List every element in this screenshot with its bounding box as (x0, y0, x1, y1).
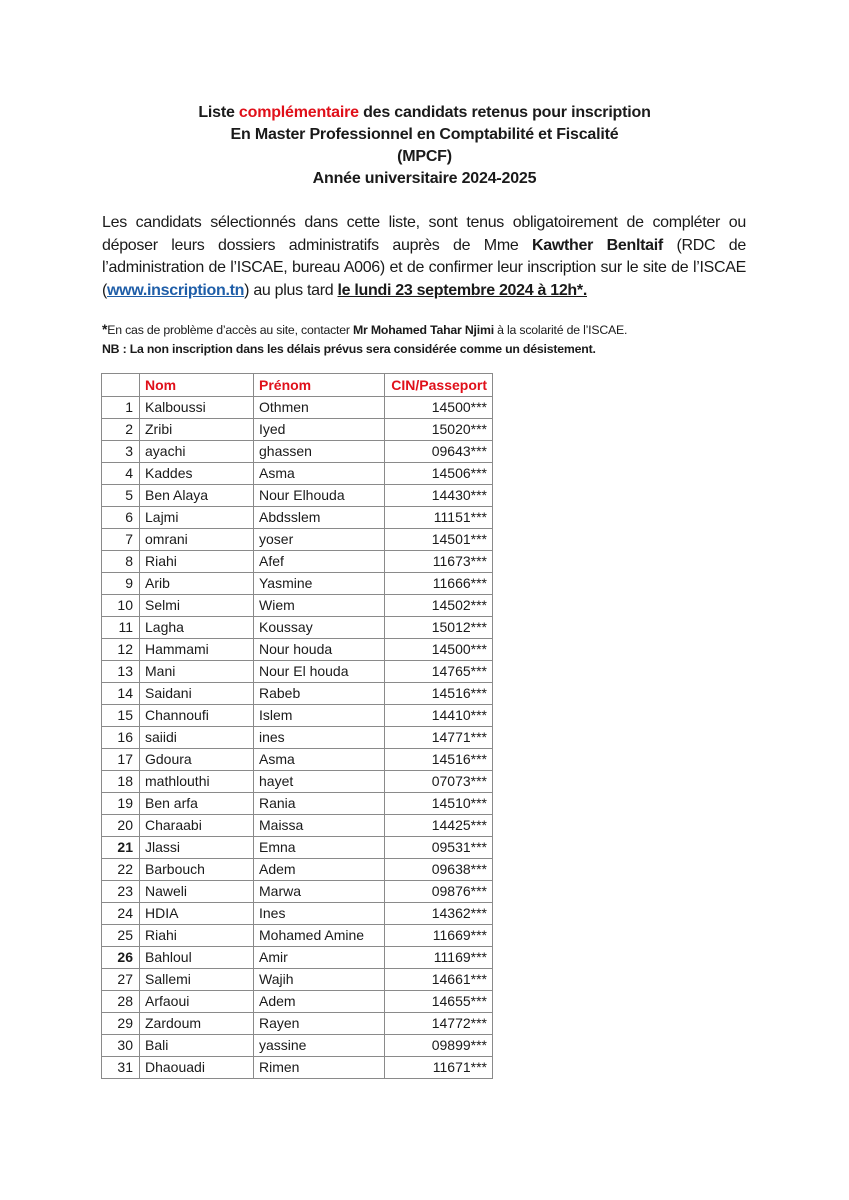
row-number: 29 (102, 1013, 140, 1035)
row-prenom: Rabeb (254, 683, 385, 705)
row-prenom: Iyed (254, 419, 385, 441)
row-number: 31 (102, 1057, 140, 1079)
row-nom: Mani (140, 661, 254, 683)
table-row (102, 419, 493, 441)
row-nom: Dhaouadi (140, 1057, 254, 1079)
row-cin: 14501*** (385, 529, 493, 551)
row-number: 28 (102, 991, 140, 1013)
row-number: 2 (102, 419, 140, 441)
row-cin: 14655*** (385, 991, 493, 1013)
row-nom: saiidi (140, 727, 254, 749)
row-prenom: Rayen (254, 1013, 385, 1035)
row-nom: Kalboussi (140, 397, 254, 419)
row-number: 27 (102, 969, 140, 991)
table-row (102, 859, 493, 881)
row-number: 24 (102, 903, 140, 925)
row-prenom: ines (254, 727, 385, 749)
row-prenom: Nour El houda (254, 661, 385, 683)
row-cin: 14765*** (385, 661, 493, 683)
intro-paragraph (102, 212, 746, 302)
row-nom: Zardoum (140, 1013, 254, 1035)
row-nom: Lagha (140, 617, 254, 639)
table-row (102, 551, 493, 573)
title-line-3: (MPCF) (397, 148, 452, 165)
title-text: Liste (198, 104, 239, 121)
row-cin: 09643*** (385, 441, 493, 463)
table-row (102, 947, 493, 969)
row-prenom: Nour Elhouda (254, 485, 385, 507)
row-number: 14 (102, 683, 140, 705)
row-number: 11 (102, 617, 140, 639)
row-nom: Arib (140, 573, 254, 595)
header-num (102, 374, 140, 397)
table-row (102, 793, 493, 815)
row-nom: Ben Alaya (140, 485, 254, 507)
row-cin: 14430*** (385, 485, 493, 507)
row-cin: 14500*** (385, 639, 493, 661)
row-prenom: Rimen (254, 1057, 385, 1079)
row-cin: 09876*** (385, 881, 493, 903)
row-cin: 14771*** (385, 727, 493, 749)
note-contact (102, 320, 627, 340)
row-prenom: Emna (254, 837, 385, 859)
row-number: 16 (102, 727, 140, 749)
nb-warning (102, 340, 627, 359)
row-prenom: Islem (254, 705, 385, 727)
table-row (102, 771, 493, 793)
row-prenom: Afef (254, 551, 385, 573)
table-row (102, 815, 493, 837)
row-cin: 11169*** (385, 947, 493, 969)
row-cin: 14425*** (385, 815, 493, 837)
row-number: 23 (102, 881, 140, 903)
row-nom: Channoufi (140, 705, 254, 727)
row-number: 12 (102, 639, 140, 661)
row-prenom: Asma (254, 749, 385, 771)
row-nom: HDIA (140, 903, 254, 925)
row-cin: 14502*** (385, 595, 493, 617)
row-number: 5 (102, 485, 140, 507)
inscription-link[interactable]: www.inscription.tn (107, 281, 245, 299)
table-row (102, 881, 493, 903)
table-row (102, 925, 493, 947)
header-prenom: Prénom (254, 374, 385, 397)
row-nom: Riahi (140, 925, 254, 947)
table-row (102, 903, 493, 925)
row-cin: 14510*** (385, 793, 493, 815)
row-prenom: Adem (254, 859, 385, 881)
row-cin: 14506*** (385, 463, 493, 485)
row-nom: Saidani (140, 683, 254, 705)
table-row (102, 837, 493, 859)
row-cin: 14516*** (385, 749, 493, 771)
row-nom: Zribi (140, 419, 254, 441)
row-nom: Ben arfa (140, 793, 254, 815)
row-prenom: Othmen (254, 397, 385, 419)
row-number: 8 (102, 551, 140, 573)
intro-text: (RDC de l’administration de l’ISCAE, bureau A006) et de confirmer leur inscription sur le site de l’ISCAE ( (102, 236, 746, 299)
table-row (102, 485, 493, 507)
asterisk: * (102, 321, 108, 337)
row-prenom: yoser (254, 529, 385, 551)
row-number: 25 (102, 925, 140, 947)
row-prenom: ghassen (254, 441, 385, 463)
row-cin: 11666*** (385, 573, 493, 595)
row-cin: 07073*** (385, 771, 493, 793)
row-number: 18 (102, 771, 140, 793)
row-prenom: Yasmine (254, 573, 385, 595)
title-line-1 (0, 102, 849, 124)
row-prenom: Ines (254, 903, 385, 925)
title-line-4: Année universitaire 2024-2025 (312, 170, 537, 187)
row-cin: 14516*** (385, 683, 493, 705)
row-number: 20 (102, 815, 140, 837)
row-nom: Riahi (140, 551, 254, 573)
row-cin: 11673*** (385, 551, 493, 573)
row-prenom: Asma (254, 463, 385, 485)
table-row (102, 617, 493, 639)
note-text: En cas de problème d’accès au site, contacter (107, 323, 354, 337)
row-number: 10 (102, 595, 140, 617)
row-nom: Lajmi (140, 507, 254, 529)
row-nom: Selmi (140, 595, 254, 617)
document-title (0, 102, 849, 190)
row-prenom: Nour houda (254, 639, 385, 661)
row-number: 1 (102, 397, 140, 419)
table-row (102, 441, 493, 463)
row-number: 17 (102, 749, 140, 771)
table-row (102, 683, 493, 705)
row-number: 4 (102, 463, 140, 485)
row-number: 13 (102, 661, 140, 683)
row-nom: Charaabi (140, 815, 254, 837)
table-row (102, 573, 493, 595)
note-contact-name: Mr Mohamed Tahar Njimi (353, 323, 494, 337)
table-row (102, 1035, 493, 1057)
row-cin: 09899*** (385, 1035, 493, 1057)
row-cin: 11151*** (385, 507, 493, 529)
table-body (102, 397, 493, 1079)
row-nom: Kaddes (140, 463, 254, 485)
row-nom: Barbouch (140, 859, 254, 881)
candidates-table (101, 373, 493, 1079)
row-number: 21 (102, 837, 140, 859)
row-number: 19 (102, 793, 140, 815)
intro-text: Les candidats sélectionnés dans cette liste, sont tenus obligatoirement de compléter ou déposer leurs dossiers administratifs auprès de Mme (102, 214, 746, 254)
row-prenom: Koussay (254, 617, 385, 639)
nb-text: NB : La non inscription dans les délais prévus sera considérée comme un désistement. (102, 342, 596, 356)
table-row (102, 595, 493, 617)
row-prenom: Amir (254, 947, 385, 969)
table-row (102, 397, 493, 419)
row-nom: mathlouthi (140, 771, 254, 793)
row-nom: Jlassi (140, 837, 254, 859)
row-nom: omrani (140, 529, 254, 551)
row-nom: Bali (140, 1035, 254, 1057)
table-row (102, 529, 493, 551)
note-text: à la scolarité de l’ISCAE. (493, 323, 628, 337)
row-number: 9 (102, 573, 140, 595)
row-prenom: Wajih (254, 969, 385, 991)
row-prenom: hayet (254, 771, 385, 793)
row-number: 3 (102, 441, 140, 463)
row-prenom: Adem (254, 991, 385, 1013)
row-number: 26 (102, 947, 140, 969)
row-prenom: Maissa (254, 815, 385, 837)
table-row (102, 463, 493, 485)
row-nom: Gdoura (140, 749, 254, 771)
row-nom: Arfaoui (140, 991, 254, 1013)
row-prenom: yassine (254, 1035, 385, 1057)
row-cin: 14772*** (385, 1013, 493, 1035)
row-number: 15 (102, 705, 140, 727)
row-nom: Hammami (140, 639, 254, 661)
row-nom: Bahloul (140, 947, 254, 969)
header-nom: Nom (140, 374, 254, 397)
table-row (102, 639, 493, 661)
deadline-text: le lundi 23 septembre 2024 à 12h*. (337, 281, 587, 299)
title-line-2: En Master Professionnel en Comptabilité et Fiscalité (230, 126, 619, 143)
table-row (102, 991, 493, 1013)
table-row (102, 507, 493, 529)
table-row (102, 727, 493, 749)
table-header-row (102, 374, 493, 397)
row-number: 7 (102, 529, 140, 551)
row-nom: Sallemi (140, 969, 254, 991)
row-prenom: Marwa (254, 881, 385, 903)
row-prenom: Rania (254, 793, 385, 815)
row-cin: 09531*** (385, 837, 493, 859)
table-row (102, 705, 493, 727)
row-cin: 14661*** (385, 969, 493, 991)
title-text: des candidats retenus pour inscription (358, 104, 651, 121)
row-cin: 14362*** (385, 903, 493, 925)
table-row (102, 969, 493, 991)
title-highlight: complémentaire (238, 104, 359, 121)
row-number: 22 (102, 859, 140, 881)
row-prenom: Wiem (254, 595, 385, 617)
row-cin: 14500*** (385, 397, 493, 419)
row-number: 6 (102, 507, 140, 529)
table-row (102, 1013, 493, 1035)
table-row (102, 749, 493, 771)
table-row (102, 661, 493, 683)
row-cin: 11671*** (385, 1057, 493, 1079)
row-cin: 09638*** (385, 859, 493, 881)
row-cin: 15012*** (385, 617, 493, 639)
intro-text: ) au plus tard (244, 281, 338, 299)
contact-name: Kawther Benltaif (532, 236, 663, 254)
row-cin: 14410*** (385, 705, 493, 727)
header-cin: CIN/Passeport (385, 374, 493, 397)
row-cin: 11669*** (385, 925, 493, 947)
row-number: 30 (102, 1035, 140, 1057)
note-block (102, 320, 627, 359)
row-nom: Naweli (140, 881, 254, 903)
row-nom: ayachi (140, 441, 254, 463)
row-prenom: Abdsslem (254, 507, 385, 529)
row-cin: 15020*** (385, 419, 493, 441)
table-row (102, 1057, 493, 1079)
row-prenom: Mohamed Amine (254, 925, 385, 947)
